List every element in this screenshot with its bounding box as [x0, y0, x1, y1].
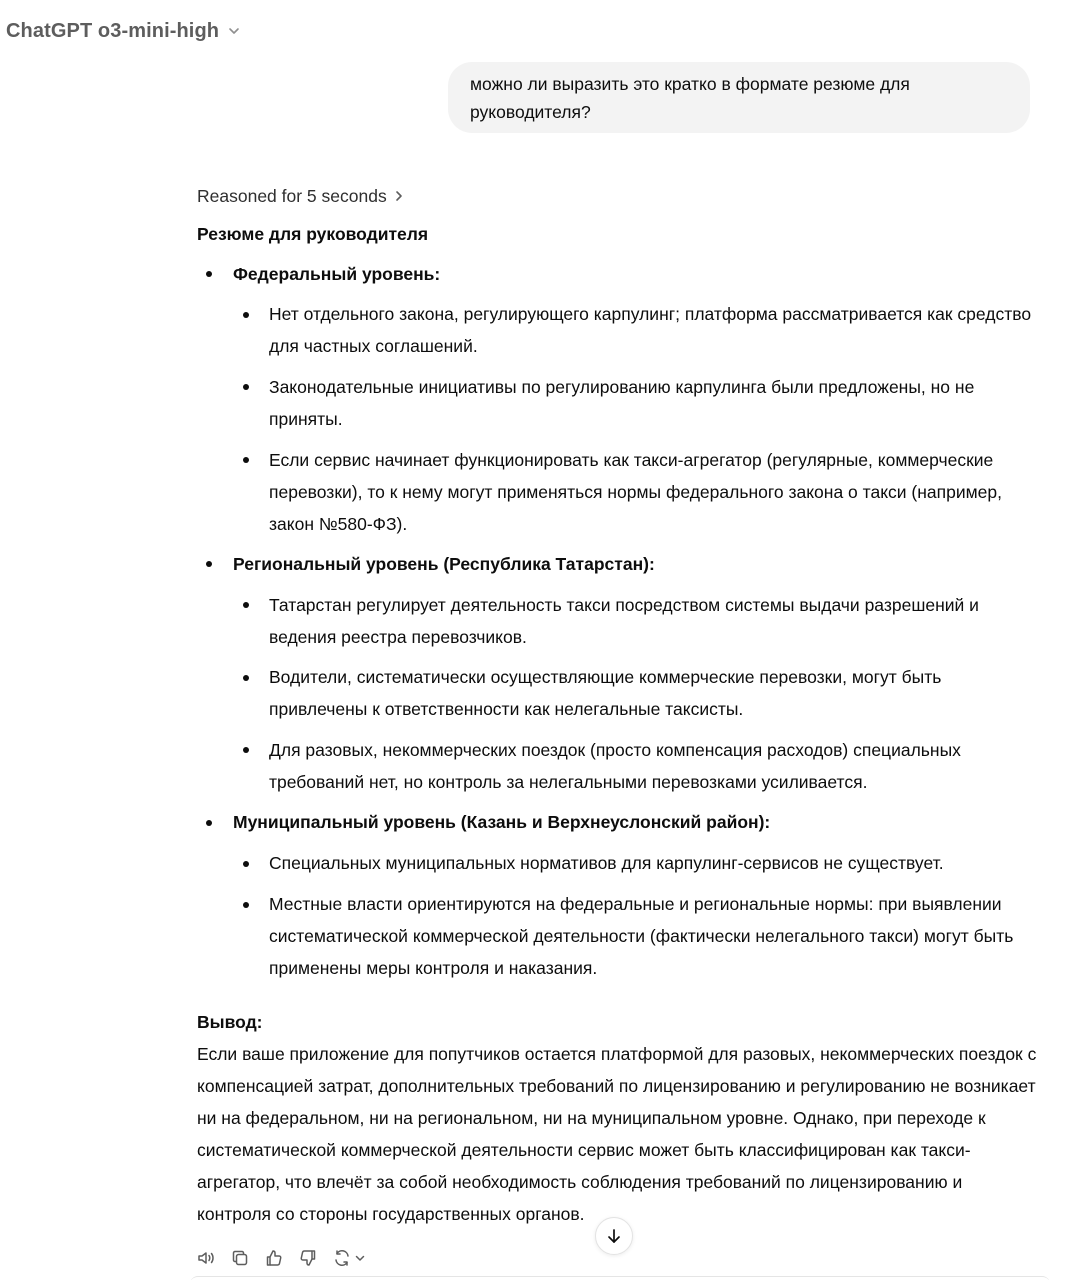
regenerate-icon: [332, 1248, 352, 1268]
composer-edge: [190, 1276, 1050, 1280]
regenerate-button[interactable]: [332, 1248, 366, 1268]
chevron-down-icon: [227, 24, 241, 38]
user-message-text: можно ли выразить это кратко в формате резюме для руководителя?: [470, 74, 910, 122]
user-message-bubble: [448, 62, 1030, 133]
assistant-answer: [197, 220, 1047, 248]
item-bullet: [243, 384, 249, 390]
item-bullet: [243, 312, 249, 318]
message-actions: [196, 1244, 366, 1272]
item-bullet: [243, 861, 249, 867]
section-item: Специальных муниципальных нормативов для карпулинг-сервисов не существует.: [269, 853, 944, 873]
chevron-right-icon: [393, 189, 405, 203]
section-title: Муниципальный уровень (Казань и Верхнеуслонский район):: [233, 812, 771, 832]
item-bullet: [243, 457, 249, 463]
thumbs-up-icon[interactable]: [264, 1248, 284, 1268]
read-aloud-icon[interactable]: [196, 1248, 216, 1268]
chevron-down-icon: [354, 1252, 366, 1264]
section-item: Законодательные инициативы по регулированию карпулинга были предложены, но не приняты.: [269, 377, 975, 429]
model-name: ChatGPT o3-mini-high: [6, 19, 220, 42]
conclusion-title: Вывод:: [197, 1012, 263, 1032]
conclusion-text: Если ваше приложение для попутчиков остается платформой для разовых, некоммерческих поездок с компенсацией затрат, дополнительных требований по лицензированию и регулированию не возникает ни на федеральном, ни на региональном, ни на муниципальном уровне. Однако, при переходе к систематической коммерческой деятельности сервис может быть классифицирован как такси-агрегатор, что влечёт за собой необходимость соблюдения требований по лицензированию и контроля со стороны государственных органов.: [197, 1044, 1037, 1224]
section-title: Региональный уровень (Республика Татарстан):: [233, 554, 655, 574]
item-bullet: [243, 747, 249, 753]
copy-icon[interactable]: [230, 1248, 250, 1268]
section-bullet: [206, 561, 212, 567]
scroll-to-bottom-button[interactable]: [595, 1217, 633, 1255]
section-item: Татарстан регулирует деятельность такси посредством системы выдачи разрешений и ведения реестра перевозчиков.: [269, 595, 979, 647]
thumbs-down-icon[interactable]: [298, 1248, 318, 1268]
section-item: Нет отдельного закона, регулирующего карпулинг; платформа рассматривается как средство для частных соглашений.: [269, 304, 1032, 356]
arrow-down-icon: [605, 1227, 623, 1245]
section-item: Местные власти ориентируются на федеральные и региональные нормы: при выявлении систематической коммерческой деятельности (фактически нелегального такси) могут быть применены меры контроля и наказания.: [269, 894, 1014, 978]
answer-title: Резюме для руководителя: [197, 224, 429, 244]
section-bullet: [206, 271, 212, 277]
section-bullet: [206, 820, 212, 826]
section-item: Водители, систематически осуществляющие коммерческие перевозки, могут быть привлечены к ответственности как нелегальные таксисты.: [269, 667, 942, 719]
item-bullet: [243, 602, 249, 608]
reasoned-label: Reasoned for 5 seconds: [197, 185, 387, 206]
section-title: Федеральный уровень:: [233, 264, 441, 284]
item-bullet: [243, 902, 249, 908]
reasoning-toggle[interactable]: [197, 183, 405, 209]
section-item: Для разовых, некоммерческих поездок (просто компенсация расходов) специальных требований нет, но контроль за нелегальными перевозками усиливается.: [269, 740, 961, 792]
item-bullet: [243, 675, 249, 681]
model-selector[interactable]: [6, 16, 241, 46]
section-item: Если сервис начинает функционировать как такси-агрегатор (регулярные, коммерческие перевозки), то к нему могут применяться нормы федерального закона о такси (например, закон №580-ФЗ).: [269, 450, 1003, 534]
